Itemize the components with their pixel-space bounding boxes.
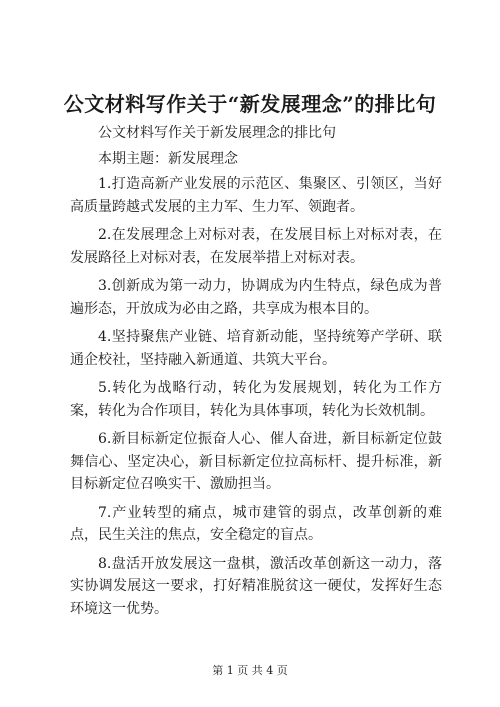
list-item: 6.新目标新定位振奋人心、催人奋进，新目标新定位鼓舞信心、坚定决心，新目标新定位拉高标杆、提升标准，新目标新定位召唤实干、激励担当。 xyxy=(70,431,442,492)
list-item: 1.打造高新产业发展的示范区、集聚区、引领区，当好高质量跨越式发展的主力军、生力军、领跑者。 xyxy=(70,176,442,215)
list-item: 8.盘活开放发展这一盘棋，激活改革创新这一动力，落实协调发展这一要求，打好精准脱贫这一硬仗，发挥好生态环境这一优势。 xyxy=(70,555,442,617)
list-item: 5.转化为战略行动，转化为发展规划，转化为工作方案，转化为合作项目，转化为具体事项，转化为长效机制。 xyxy=(70,380,442,419)
document-title: 公文材料写作关于“新发展理念”的排比句 xyxy=(63,92,437,116)
document-subtitle: 公文材料写作关于新发展理念的排比句 xyxy=(98,125,336,141)
document-topic: 本期主题：新发展理念 xyxy=(98,150,238,167)
list-item: 4.坚持聚焦产业链、培育新动能，坚持统筹产学研、联通企校社，坚持融入新通道、共筑大平台。 xyxy=(70,329,442,368)
list-item: 7.产业转型的痛点，城市建管的弱点，改革创新的难点，民生关注的焦点，安全稳定的盲点。 xyxy=(70,504,442,543)
list-item: 3.创新成为第一动力，协调成为内生特点，绿色成为普遍形态，开放成为必由之路，共享成为根本目的。 xyxy=(70,278,442,317)
document-body xyxy=(70,122,442,626)
page-number-footer: 第 1 页 共 4 页 xyxy=(212,664,288,677)
list-item: 2.在发展理念上对标对表，在发展目标上对标对表，在发展路径上对标对表，在发展举措上对标对表。 xyxy=(70,227,442,266)
